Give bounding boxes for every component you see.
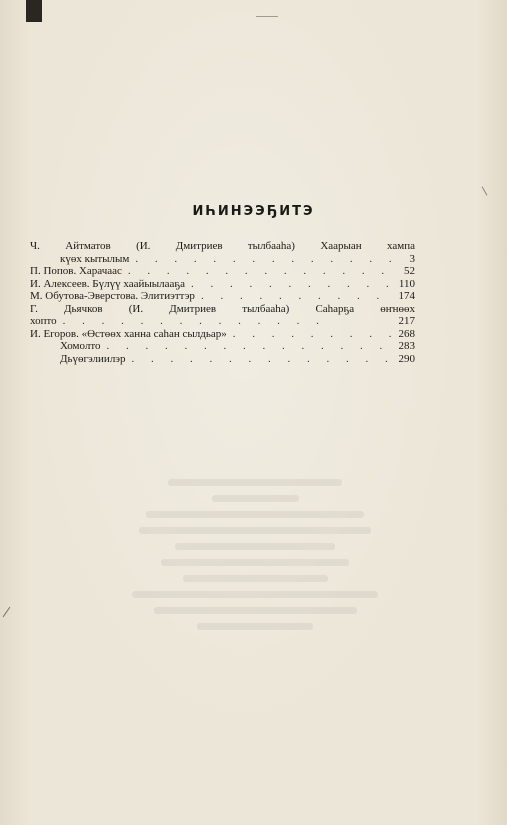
toc-entry xyxy=(30,340,415,353)
page-mark xyxy=(256,16,278,17)
toc-entry-text: хопто xyxy=(30,315,57,327)
dot-leader xyxy=(101,340,395,353)
table-of-contents xyxy=(30,240,415,365)
toc-entry xyxy=(30,253,415,266)
toc-entry-text: Ч. Айтматов (И. Дмитриев тылбааһа) Хаарыан хампа xyxy=(30,240,415,252)
toc-entry-text: М. Обутова-Эверстова. Элитиэттэр xyxy=(30,290,195,302)
toc-page-number: 174 xyxy=(398,290,415,302)
toc-entry-text: Дьүөгэлиилэр xyxy=(60,352,126,365)
binding-edge xyxy=(26,0,42,22)
toc-entry xyxy=(30,240,415,253)
dot-leader xyxy=(227,328,395,341)
dot-leader xyxy=(126,353,395,366)
dot-leader xyxy=(195,290,395,303)
toc-entry xyxy=(30,328,415,341)
toc-entry xyxy=(30,278,415,291)
toc-entry-text: И. Алексеев. Бүлүү хаайыылааҕа xyxy=(30,277,185,290)
toc-page-number: 283 xyxy=(398,340,415,352)
toc-page-number: 3 xyxy=(409,252,415,265)
dot-leader xyxy=(129,253,395,266)
toc-page-number: 217 xyxy=(398,315,415,327)
page-title: ИҺИНЭЭҔИТЭ xyxy=(192,204,315,219)
toc-entry-text: И. Егоров. «Өстөөх ханна саһан сылдьар» xyxy=(30,327,227,340)
toc-entry xyxy=(30,290,415,303)
toc-page-number: 290 xyxy=(398,352,415,365)
toc-entry xyxy=(30,303,415,316)
toc-page-number: 268 xyxy=(398,327,415,340)
page-mark xyxy=(482,186,488,195)
dot-leader xyxy=(57,315,335,328)
toc-page-number: 52 xyxy=(404,265,415,277)
dot-leader xyxy=(122,265,395,278)
page-mark xyxy=(3,607,11,617)
toc-entry-text: П. Попов. Харачаас xyxy=(30,265,122,277)
toc-entry-text: Хомолто xyxy=(60,340,101,352)
toc-entry xyxy=(30,353,415,366)
dot-leader xyxy=(185,278,395,291)
toc-entry-text: күөх кытылым xyxy=(60,252,130,265)
toc-page-number: 110 xyxy=(398,277,415,290)
toc-entry xyxy=(30,315,335,328)
show-through-text xyxy=(110,470,400,660)
toc-entry xyxy=(30,265,415,278)
toc-entry-text: Г. Дьячков (И. Дмитриев тылбааһа) Саһарҕа өҥнөөх xyxy=(30,302,415,315)
